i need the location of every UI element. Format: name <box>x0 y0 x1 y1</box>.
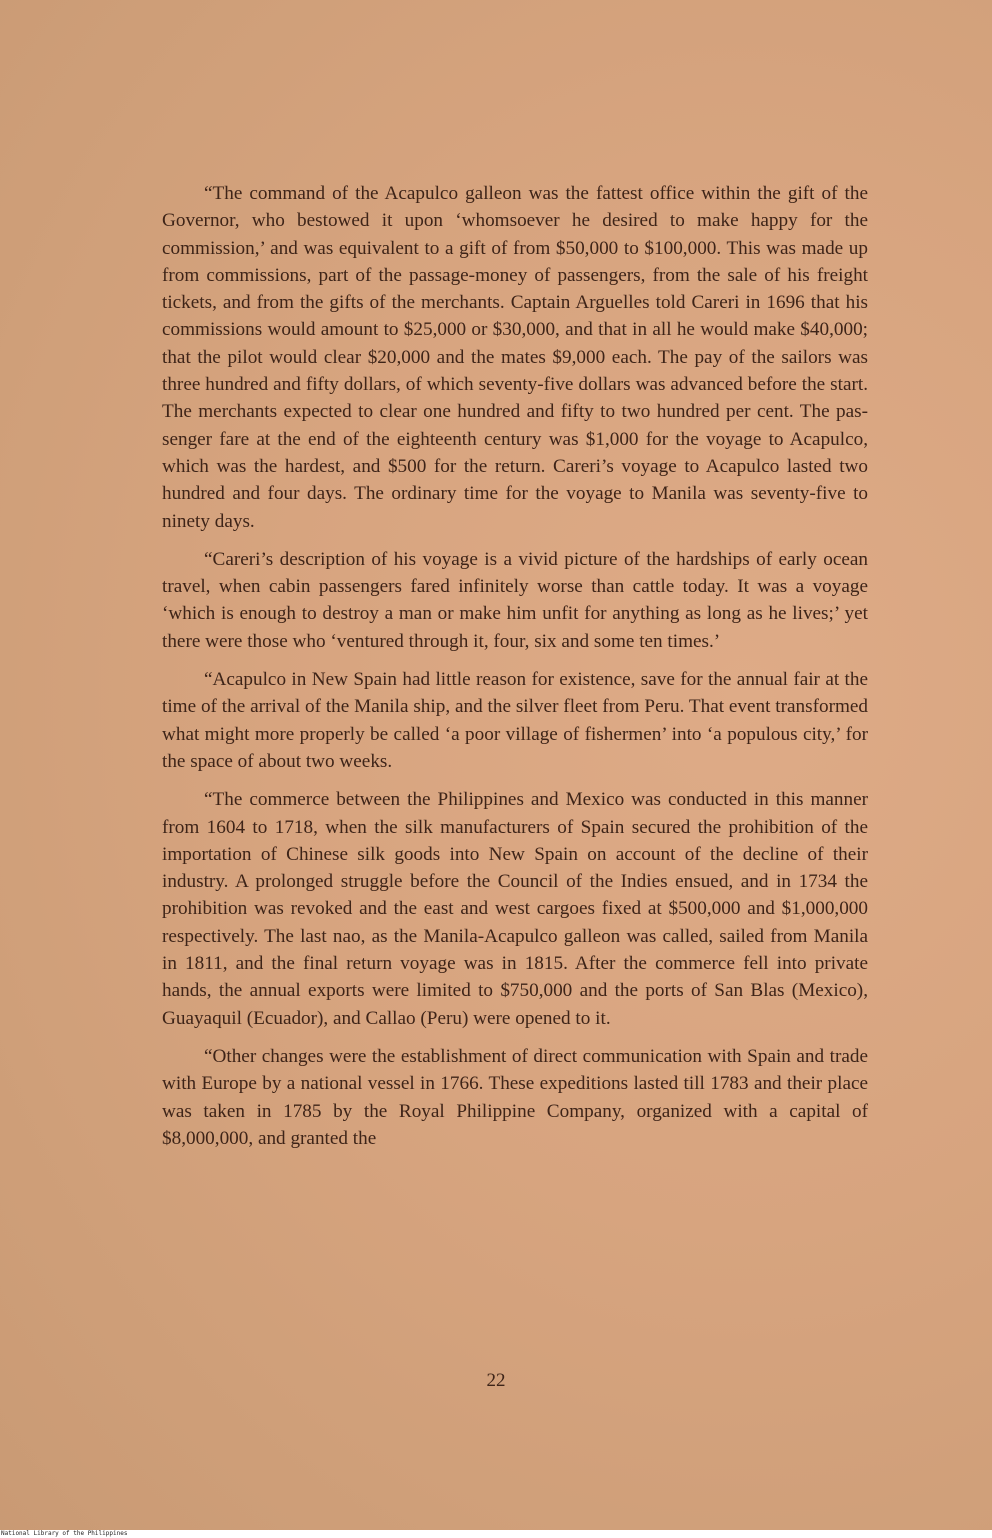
footer-credit: National Library of the Philippines <box>1 1530 128 1537</box>
paragraph-other-changes: “Other changes were the establishment of direct communication with Spain and trade with Europe by a national vessel in 1766. These expeditions lasted till 1783 and their place was taken in 1785 by the Royal Philippine Company, organized with a capital of $8,000,000, and granted the <box>162 1045 868 1149</box>
paragraph-acapulco: “Acapulco in New Spain had little reason for existence, save for the annual fair at the time of the arrival of the Manila ship, and the silver fleet from Peru. That event transformed what might more properly be called ‘a poor village of fishermen’ into ‘a populous city,’ for the space of about two weeks. <box>162 669 868 772</box>
paragraph-galleon-command: “The command of the Acapulco galleon was the fattest office within the gift of the Governor, who bestowed it upon ‘whomsoever he desired to make happy for the commission,’ and was equivalent to a gift of from $50,000 to $100,000. This was made up from commissions, part of the passage-money of passengers, from the sale of his freight tickets, and from the gifts of the merchants. Captain Arguelles told Careri in 1696 that his commissions would amount to $25,000 or $30,000, and that in all he would make $40,000; that the pilot would clear $20,000 and the mates $9,000 each. The pay of the sailors was three hundred and fifty dollars, of which seventy-five dollars was advanced before the start. The merchants expected to clear one hundred and fifty to two hundred per cent. The passenger fare at the end of the eighteenth century was $1,000 for the voyage to Acapulco, which was the hardest, and $500 for the return. Careri’s voyage to Acapulco lasted two hundred and four days. The ordinary time for the voyage to Manila was seventy-five to ninety days. <box>162 183 868 532</box>
body-text <box>162 180 868 1163</box>
page-number: 22 <box>486 1370 506 1391</box>
paragraph-careri-voyage: “Careri’s description of his voyage is a vivid picture of the hardships of early ocean travel, when cabin passengers fared infinitely worse than cattle today. It was a voyage ‘which is enough to destroy a man or make him unfit for anything as long as he lives;’ yet there were those who ‘ventured through it, four, six and some ten times.’ <box>162 548 868 652</box>
footer-bar <box>0 1530 992 1538</box>
paragraph-commerce: “The commerce between the Philippines and Mexico was conducted in this manner from 1604 to 1718, when the silk manufacturers of Spain secured the prohibition of the importation of Chinese silk goods into New Spain on account of the decline of their industry. A prolonged struggle before the Council of the Indies ensued, and in 1734 the prohibition was revoked and the east and west cargoes fixed at $500,000 and $1,000,000 respectively. The last nao, as the Manila-Acapulco galleon was called, sailed from Manila in 1811, and the final return voyage was in 1815. After the commerce fell into private hands, the annual exports were limited to $750,000 and the ports of San Blas (Mexico), Guayaquil (Ecuador), and Callao (Peru) were opened to it. <box>162 789 868 1029</box>
